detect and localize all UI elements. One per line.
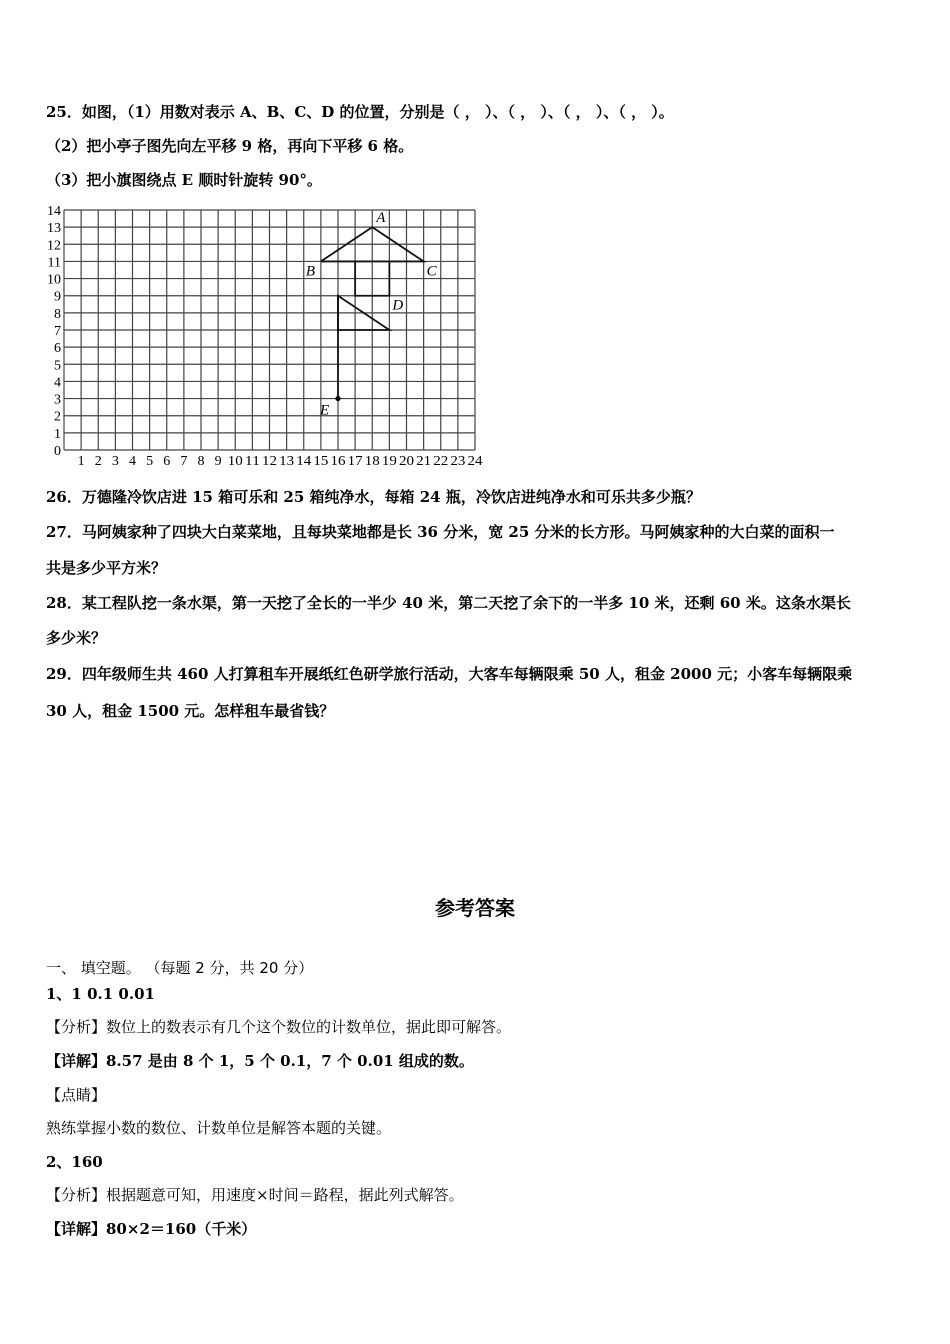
y-tick-label: 13 <box>47 221 61 237</box>
coordinate-grid-figure <box>40 200 500 475</box>
y-axis-labels <box>47 204 61 459</box>
answer-1-comment-label: 【点睛】 <box>46 1086 107 1104</box>
x-tick-label: 10 <box>227 454 243 469</box>
x-tick-label: 20 <box>399 454 414 469</box>
answers-title: 参考答案 <box>435 896 515 920</box>
x-tick-label: 9 <box>214 454 222 469</box>
x-tick-label: 4 <box>129 454 136 469</box>
x-tick-label: 14 <box>296 454 312 469</box>
point-label-c: C <box>426 263 437 280</box>
point-label-b: B <box>305 263 316 280</box>
x-tick-label: 6 <box>163 454 171 469</box>
x-tick-label: 2 <box>94 454 102 469</box>
y-tick-label: 12 <box>47 238 61 254</box>
x-tick-label: 1 <box>77 454 85 469</box>
answer-1: 1、1 0.1 0.01 <box>46 985 155 1003</box>
x-tick-label: 11 <box>244 454 260 469</box>
point-e-dot <box>335 396 340 401</box>
x-tick-label: 21 <box>416 454 432 469</box>
answer-1-analysis: 【分析】数位上的数表示有几个这个数位的计数单位，据此即可解答。 <box>46 1018 512 1036</box>
question-28-line-2: 多少米？ <box>46 629 107 647</box>
y-tick-label: 5 <box>54 358 61 374</box>
y-tick-label: 0 <box>54 444 61 459</box>
point-label-d: D <box>392 297 404 314</box>
grid-svg <box>40 200 500 475</box>
question-27-line-1: 27．马阿姨家种了四块大白菜菜地，且每块菜地都是长 36 分米，宽 25 分米的长方形。马阿姨家种的大白菜的面积一 <box>46 523 835 541</box>
x-tick-label: 17 <box>347 454 363 469</box>
y-tick-label: 10 <box>47 272 61 288</box>
question-27-line-2: 共是多少平方米？ <box>46 559 167 577</box>
y-tick-label: 11 <box>47 255 61 271</box>
y-tick-label: 2 <box>54 409 61 425</box>
x-tick-label: 15 <box>313 454 329 469</box>
answer-2-analysis: 【分析】根据题意可知，用速度×时间＝路程，据此列式解答。 <box>46 1186 464 1204</box>
x-tick-label: 5 <box>146 454 154 469</box>
point-label-a: A <box>376 210 386 227</box>
x-tick-label: 13 <box>279 454 295 469</box>
question-28-line-1: 28．某工程队挖一条水渠，第一天挖了全长的一半少 40 米，第二天挖了余下的一半多 10 米，还剩 60 米。这条水渠长 <box>46 594 851 612</box>
x-tick-label: 3 <box>111 454 119 469</box>
x-axis-labels <box>78 454 483 469</box>
question-26: 26．万德隆冷饮店进 15 箱可乐和 25 箱纯净水，每箱 24 瓶，冷饮店进纯净水和可乐共多少瓶？ <box>46 488 701 506</box>
answer-2: 2、160 <box>46 1153 103 1171</box>
point-label-e: E <box>320 402 330 419</box>
question-25-part-3: （3）把小旗图绕点 E 顺时针旋转 90°。 <box>46 171 322 189</box>
x-tick-label: 24 <box>467 454 483 469</box>
answer-1-detail: 【详解】8.57 是由 8 个 1，5 个 0.1，7 个 0.01 组成的数。 <box>46 1052 474 1070</box>
y-tick-label: 9 <box>54 289 61 305</box>
y-tick-label: 3 <box>54 392 61 408</box>
question-25-line-1: 25．如图，（1）用数对表示 A、B、C、D 的位置，分别是（ ， ）、（ ， ）、（ ， ）、（ ， ）。 <box>46 103 674 121</box>
y-tick-label: 6 <box>54 341 61 357</box>
y-tick-label: 1 <box>54 426 61 442</box>
y-tick-label: 7 <box>54 324 61 339</box>
x-tick-label: 23 <box>450 454 466 469</box>
x-tick-label: 19 <box>381 454 397 469</box>
x-tick-label: 7 <box>180 454 188 469</box>
x-tick-label: 8 <box>197 454 205 469</box>
y-tick-label: 14 <box>47 204 61 219</box>
grid-lines <box>64 210 475 450</box>
question-25-part-2: （2）把小亭子图先向左平移 9 格，再向下平移 6 格。 <box>46 137 414 155</box>
x-tick-label: 16 <box>330 454 346 469</box>
answer-2-detail: 【详解】80×2＝160（千米） <box>46 1220 257 1238</box>
question-29-line-2: 30 人，租金 1500 元。怎样租车最省钱？ <box>46 702 335 720</box>
x-tick-label: 12 <box>262 454 277 469</box>
answer-1-comment: 熟练掌握小数的数位、计数单位是解答本题的关键。 <box>46 1119 392 1137</box>
y-tick-label: 4 <box>54 375 61 391</box>
question-29-line-1: 29．四年级师生共 460 人打算租车开展纸红色研学旅行活动，大客车每辆限乘 50 人，租金 2000 元；小客车每辆限乘 <box>46 665 853 683</box>
section-1-heading: 一、 填空题。 （每题 2 分，共 20 分） <box>46 959 314 977</box>
x-tick-label: 22 <box>433 454 449 469</box>
y-tick-label: 8 <box>54 306 61 322</box>
x-tick-label: 18 <box>364 454 380 469</box>
